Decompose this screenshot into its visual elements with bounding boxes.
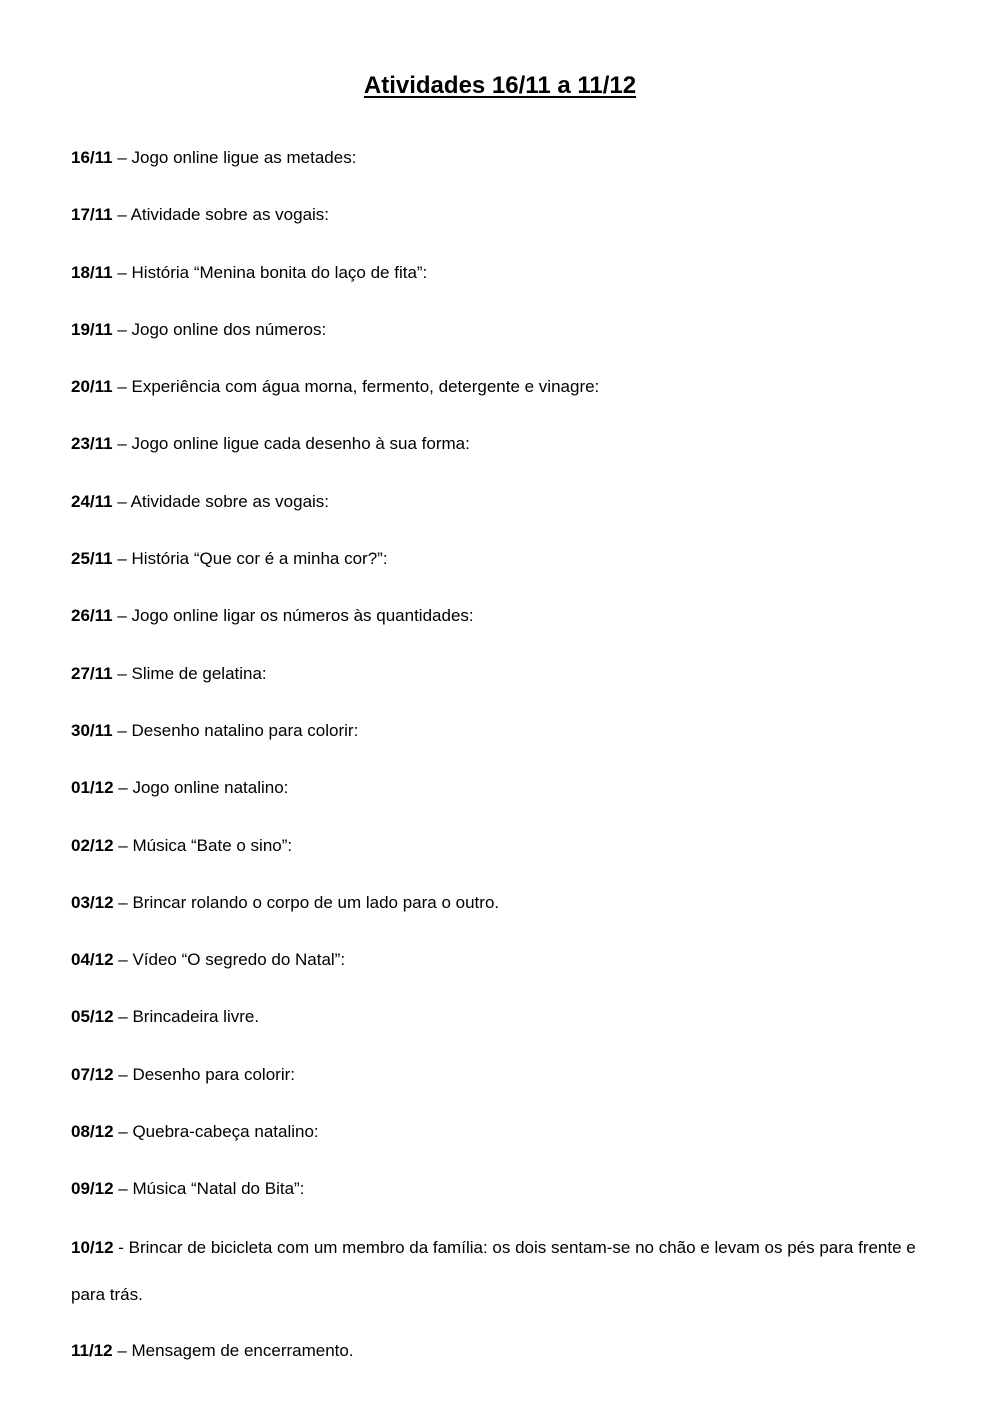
activity-date: 23/11: [71, 434, 113, 454]
list-item: [71, 776, 921, 800]
activity-separator: –: [112, 549, 132, 569]
activity-description: Jogo online ligue cada desenho à sua forma:: [131, 434, 470, 454]
list-item: [71, 891, 921, 915]
activity-description: Atividade sobre as vogais:: [130, 205, 330, 225]
list-item: [71, 662, 921, 686]
activity-date: 03/12: [71, 892, 114, 912]
activity-separator: –: [113, 1122, 133, 1142]
activity-separator: –: [112, 663, 132, 683]
activity-date: 24/11: [71, 491, 113, 511]
list-item: [71, 203, 921, 227]
activity-separator: –: [112, 377, 132, 397]
activity-separator: –: [112, 1340, 132, 1360]
list-item: [71, 948, 921, 972]
activity-separator: -: [113, 1237, 129, 1257]
activity-date: 19/11: [71, 319, 113, 339]
activity-date: 26/11: [71, 606, 113, 626]
page-title: Atividades 16/11 a 11/12: [363, 72, 637, 99]
list-item: [71, 547, 921, 571]
activity-date: 05/12: [71, 1007, 114, 1027]
activity-date: 02/12: [71, 835, 114, 855]
activity-separator: –: [113, 778, 133, 798]
activity-description: Música “Bate o sino”:: [132, 835, 293, 855]
activity-separator: –: [112, 148, 132, 167]
list-item: [71, 432, 921, 456]
activity-separator: –: [113, 835, 133, 855]
activity-description: Desenho natalino para colorir:: [131, 720, 359, 740]
activity-date: 25/11: [71, 549, 113, 569]
activity-description: Vídeo “O segredo do Natal”:: [132, 950, 346, 970]
activity-separator: –: [112, 720, 132, 740]
list-item: [71, 1177, 921, 1201]
activity-description: Brincar rolando o corpo de um lado para o outro.: [132, 892, 500, 912]
activity-description: Quebra-cabeça natalino:: [132, 1122, 319, 1142]
activity-separator: –: [113, 1064, 133, 1084]
activity-separator: –: [112, 606, 132, 626]
list-item: [71, 490, 921, 514]
list-item: [71, 318, 921, 342]
activity-date: 16/11: [71, 148, 113, 167]
list-item: [71, 1339, 921, 1363]
activity-date: 04/12: [71, 950, 114, 970]
activity-date: 17/11: [71, 205, 113, 225]
activity-description: História “Que cor é a minha cor?”:: [131, 549, 388, 569]
list-item: [71, 719, 921, 743]
activity-separator: –: [112, 205, 131, 225]
list-item: [71, 834, 921, 858]
activity-description: Experiência com água morna, fermento, detergente e vinagre:: [131, 377, 600, 397]
activity-separator: –: [113, 950, 133, 970]
activity-description: Jogo online ligue as metades:: [131, 148, 357, 167]
list-item: [71, 375, 921, 399]
activity-description: Música “Natal do Bita”:: [132, 1179, 305, 1199]
activity-date: 20/11: [71, 377, 113, 397]
list-item: [71, 261, 921, 285]
activity-description: Slime de gelatina:: [131, 663, 267, 683]
list-item: [71, 604, 921, 628]
activity-date: 10/12: [71, 1237, 114, 1257]
activity-description: Brincadeira livre.: [132, 1007, 260, 1027]
activity-list: [71, 146, 921, 1396]
activity-separator: –: [112, 434, 132, 454]
activity-description: Jogo online ligar os números às quantidades:: [131, 606, 474, 626]
activity-date: 18/11: [71, 262, 113, 282]
activity-separator: –: [113, 892, 133, 912]
activity-description: Mensagem de encerramento.: [131, 1340, 354, 1360]
list-item: [71, 1224, 921, 1318]
activity-date: 27/11: [71, 663, 113, 683]
activity-date: 11/12: [71, 1340, 113, 1360]
activity-separator: –: [112, 319, 132, 339]
activity-description: Jogo online natalino:: [132, 778, 289, 798]
activity-date: 09/12: [71, 1179, 114, 1199]
list-item: [71, 1063, 921, 1087]
list-item: [71, 1120, 921, 1144]
activity-separator: –: [112, 262, 132, 282]
activity-description: História “Menina bonita do laço de fita”:: [131, 262, 428, 282]
list-item: [71, 1005, 921, 1029]
list-item: [71, 146, 921, 170]
activity-date: 07/12: [71, 1064, 114, 1084]
activity-description: Atividade sobre as vogais:: [130, 491, 330, 511]
activity-date: 30/11: [71, 720, 113, 740]
activity-description: Jogo online dos números:: [131, 319, 327, 339]
activity-separator: –: [112, 491, 131, 511]
activity-date: 08/12: [71, 1122, 114, 1142]
activity-separator: –: [113, 1179, 133, 1199]
activity-description: Brincar de bicicleta com um membro da família: os dois sentam-se no chão e levam os pés para frente e para trás.: [71, 1237, 916, 1304]
activity-date: 01/12: [71, 778, 114, 798]
activity-description: Desenho para colorir:: [132, 1064, 295, 1084]
activity-separator: –: [113, 1007, 133, 1027]
